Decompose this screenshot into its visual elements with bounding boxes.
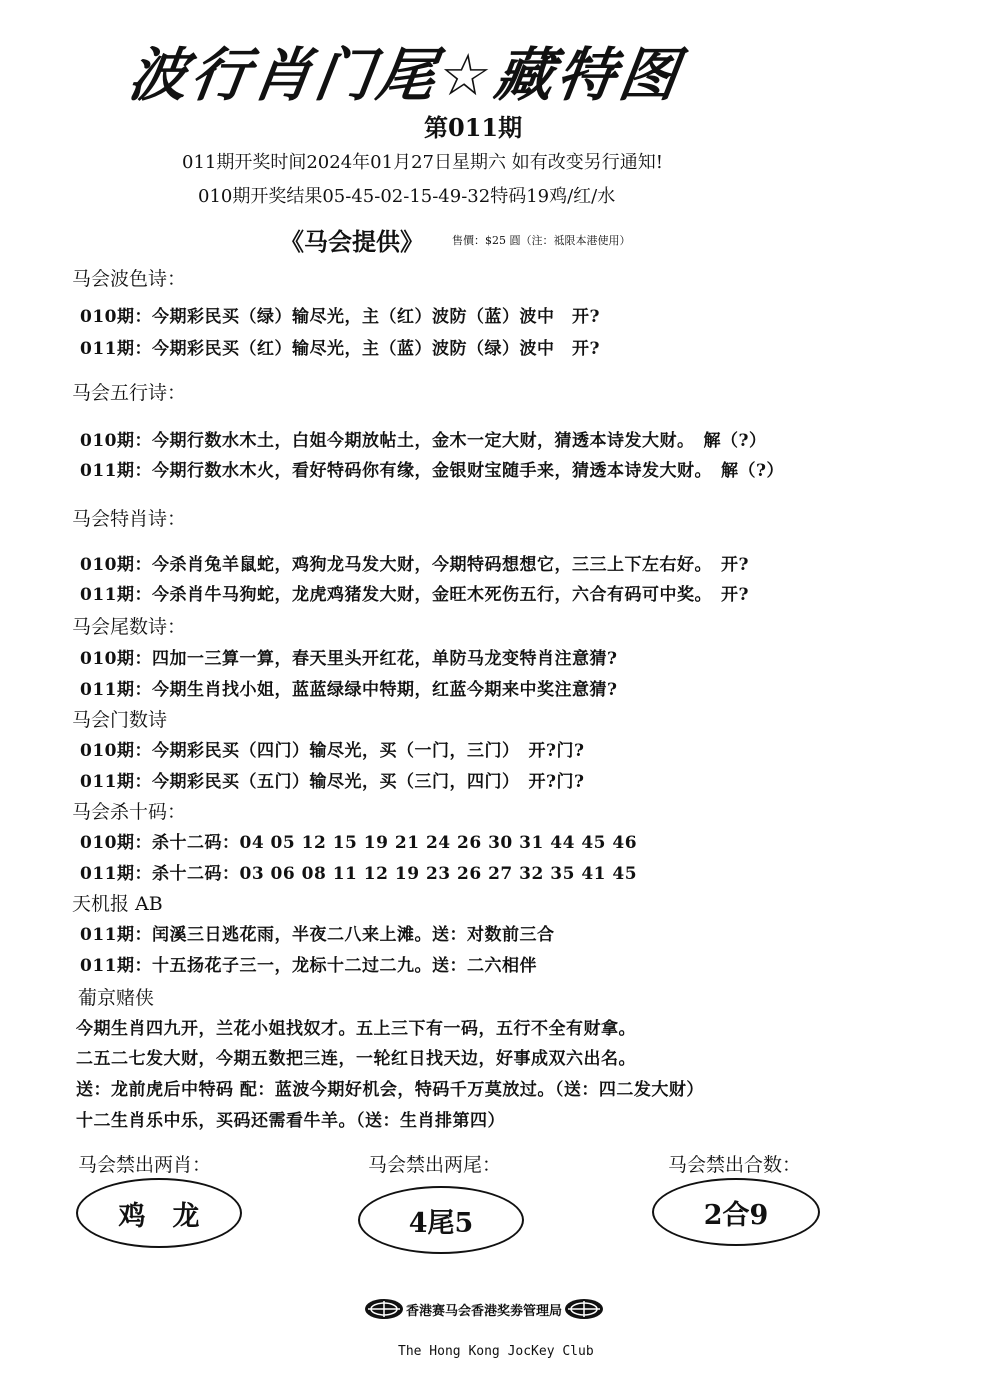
org-name-cn: 香港赛马会香港奖劵管理局 <box>406 1303 563 1319</box>
tianji-line: 011期：闰溪三日逃花雨，半夜二八来上滩。送：对数前三合 <box>80 925 555 945</box>
door-poem-title: 马会门数诗 <box>72 709 168 731</box>
five-elements-line: 010期：今期行数水木土，白姐今期放帖土，金木一定大财，猜透本诗发大财。 解（?） <box>80 431 767 451</box>
zodiac-poem-line: 010期：今杀肖兔羊鼠蛇，鸡狗龙马发大财，今期特码想想它，三三上下左右好。 开? <box>80 555 749 575</box>
banned-zodiac-value: 鸡 龙 <box>118 1200 200 1232</box>
last-result: 010期开奖结果05-45-02-15-49-32特码19鸡/红/水 <box>198 186 616 207</box>
door-poem-line: 011期：今期彩民买（五门）输尽光，买（三门，四门） 开?门? <box>80 772 585 792</box>
draw-time: 011期开奖时间2024年01月27日星期六 如有改变另行通知! <box>182 152 663 173</box>
kill-ten-line: 011期：杀十二码：03 06 08 11 12 19 23 26 27 32 35 41 45 <box>80 864 638 884</box>
price-note: 售價：$25 圓（注：祗限本港使用） <box>452 234 631 247</box>
provider: 《马会提供》 <box>280 227 424 256</box>
macau-line: 送：龙前虎后中特码 配：蓝波今期好机会，特码千万莫放过。（送：四二发大财） <box>76 1080 704 1100</box>
zodiac-poem-line: 011期：今杀肖牛马狗蛇，龙虎鸡猪发大财，金旺木死伤五行，六合有码可中奖。 开? <box>80 585 749 605</box>
macau-line: 二五二七发大财，今期五数把三连，一轮红日找天边，好事成双六出名。 <box>76 1049 636 1069</box>
jockey-club-logo-icon <box>364 1298 404 1320</box>
footer-org <box>364 1298 604 1320</box>
banned-tail-label: 马会禁出两尾： <box>368 1154 502 1176</box>
banned-tail-oval <box>358 1186 524 1254</box>
banned-sum-label: 马会禁出合数： <box>668 1154 802 1176</box>
tail-poem-line: 011期：今期生肖找小姐，蓝蓝绿绿中特期，红蓝今期来中奖注意猜? <box>80 680 618 700</box>
wave-poem-line: 010期：今期彩民买（绿）输尽光，主（红）波防（蓝）波中 开? <box>80 307 600 327</box>
wave-poem-line: 011期：今期彩民买（红）输尽光，主（蓝）波防（绿）波中 开? <box>80 339 600 359</box>
macau-line: 十二生肖乐中乐，买码还需看牛羊。（送：生肖排第四） <box>76 1111 505 1131</box>
banned-sum-oval <box>652 1178 820 1246</box>
five-elements-title: 马会五行诗： <box>72 382 187 404</box>
tail-poem-title: 马会尾数诗： <box>72 616 187 638</box>
five-elements-line: 011期：今期行数水木火，看好特码你有缘，金银财宝随手来，猜透本诗发大财。 解（?） <box>80 461 784 481</box>
org-name-en: The Hong Kong JocKey Club <box>398 1344 594 1359</box>
banned-zodiac-label: 马会禁出两肖： <box>78 1154 212 1176</box>
banned-sum-value: 2合9 <box>703 1199 769 1231</box>
door-poem-line: 010期：今期彩民买（四门）输尽光，买（一门，三门） 开?门? <box>80 741 585 761</box>
macau-title: 葡京赌侠 <box>78 987 155 1009</box>
tail-poem-line: 010期：四加一三算一算，春天里头开红花，单防马龙变特肖注意猜? <box>80 649 618 669</box>
jockey-club-logo-icon <box>564 1298 604 1320</box>
issue-number: 第011期 <box>424 113 523 142</box>
kill-ten-title: 马会杀十码： <box>72 801 187 823</box>
banned-tail-value: 4尾5 <box>408 1207 474 1239</box>
macau-line: 今期生肖四九开，兰花小姐找奴才。五上三下有一码，五行不全有财拿。 <box>76 1019 636 1039</box>
tianji-line: 011期：十五扬花子三一，龙标十二过二九。送：二六相伴 <box>80 956 537 976</box>
zodiac-poem-title: 马会特肖诗： <box>72 508 187 530</box>
banned-zodiac-oval <box>76 1178 242 1248</box>
tianji-title: 天机报 AB <box>72 893 163 915</box>
page-title: 波行肖门尾☆藏特图 <box>124 41 687 109</box>
wave-poem-title: 马会波色诗： <box>72 268 187 290</box>
kill-ten-line: 010期：杀十二码：04 05 12 15 19 21 24 26 30 31 44 45 46 <box>80 833 638 853</box>
